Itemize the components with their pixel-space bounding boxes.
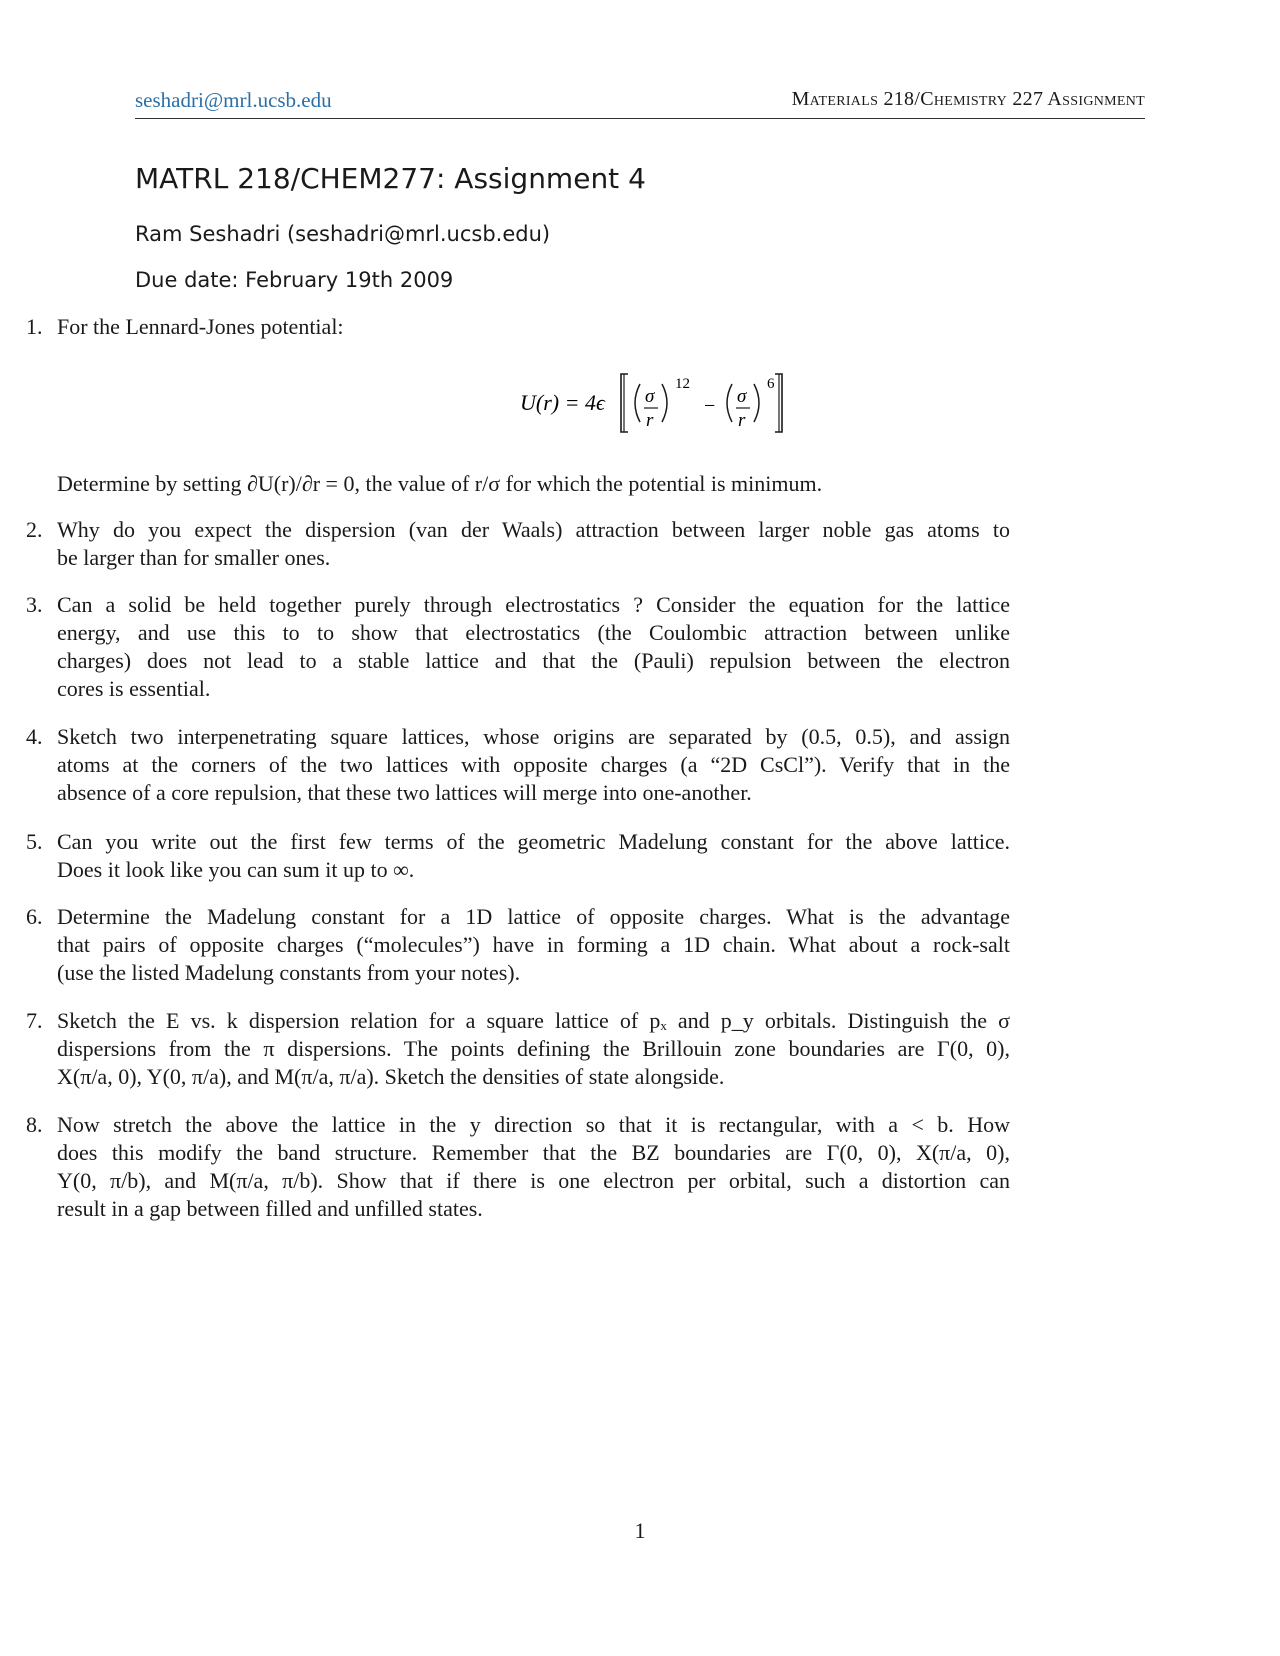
author-line: Ram Seshadri (seshadri@mrl.ucsb.edu)	[135, 222, 551, 246]
fraction-denominator: r	[738, 410, 746, 431]
exponent-6: 6	[767, 376, 775, 392]
question-number: 3.	[26, 592, 43, 617]
formula-lhs: U(r) = 4ϵ	[520, 390, 605, 415]
header-course-title: Materials 218/Chemistry 227 Assignment	[791, 88, 1145, 110]
minus-sign: −	[704, 395, 716, 417]
question-text: Can you write out the first few terms of the geometric Madelung constant for the above lattice. Does it look like you can sum it up to ∞.	[57, 829, 1010, 882]
header-email-link[interactable]: seshadri@mrl.ucsb.edu	[135, 88, 332, 112]
due-date: Due date: February 19th 2009	[135, 268, 454, 292]
right-paren	[662, 384, 667, 422]
question-text: Determine by setting ∂U(r)/∂r = 0, the value of r/σ for which the potential is minimum.	[57, 471, 823, 496]
question-text: For the Lennard-Jones potential:	[57, 314, 344, 339]
page-number: 1	[634, 1518, 646, 1543]
question-number: 6.	[26, 904, 43, 929]
right-paren	[754, 384, 759, 422]
left-paren	[635, 384, 640, 422]
question-text: Determine the Madelung constant for a 1D lattice of opposite charges. What is the advantage that pairs of opposite charges (“molecules”) have in forming a 1D chain. What about a rock-salt (use the listed Madelung constants from your notes).	[57, 904, 1010, 985]
question-number: 7.	[26, 1008, 43, 1033]
question-number: 1.	[26, 314, 43, 339]
question-number: 8.	[26, 1112, 43, 1137]
assignment-title: MATRL 218/CHEM277: Assignment 4	[135, 162, 646, 195]
running-header	[135, 88, 1145, 119]
question-number: 2.	[26, 517, 43, 542]
question-text: Why do you expect the dispersion (van der Waals) attraction between larger noble gas atoms to be larger than for smaller ones.	[57, 517, 1010, 570]
lennard-jones-formula	[520, 368, 820, 438]
exponent-12: 12	[675, 376, 690, 392]
question-text: Can a solid be held together purely through electrostatics ? Consider the equation for the lattice energy, and use this to to show that electrostatics (the Coulombic attraction between unlike charges) does not lead to a stable lattice and that the (Pauli) repulsion between the electron cores is essential.	[57, 592, 1010, 701]
question-number: 4.	[26, 724, 43, 749]
question-number: 5.	[26, 829, 43, 854]
fraction-denominator: r	[646, 410, 654, 431]
question-text: Sketch the E vs. k dispersion relation for a square lattice of pₓ and p_y orbitals. Distinguish the σ dispersions from the π dispersions. The points defining the Brillouin zone boundaries are Γ(0, 0), X(π/a, 0), Y(0, π/a), and M(π/a, π/a). Sketch the densities of state alongside.	[57, 1008, 1010, 1089]
question-text: Now stretch the above the lattice in the y direction so that it is rectangular, with a < b. How does this modify the band structure. Remember that the BZ boundaries are Γ(0, 0), X(π/a, 0), Y(0, π/b), and M(π/a, π/b). Show that if there is one electron per orbital, such a distortion can result in a gap between filled and unfilled states.	[57, 1112, 1010, 1221]
fraction-numerator: σ	[737, 386, 747, 407]
fraction-numerator: σ	[645, 386, 655, 407]
left-paren	[727, 384, 732, 422]
question-text: Sketch two interpenetrating square lattices, whose origins are separated by (0.5, 0.5), and assign atoms at the corners of the two lattices with opposite charges (a “2D CsCl”). Verify that in the absence of a core repulsion, that these two lattices will merge into one-another.	[57, 724, 1010, 805]
